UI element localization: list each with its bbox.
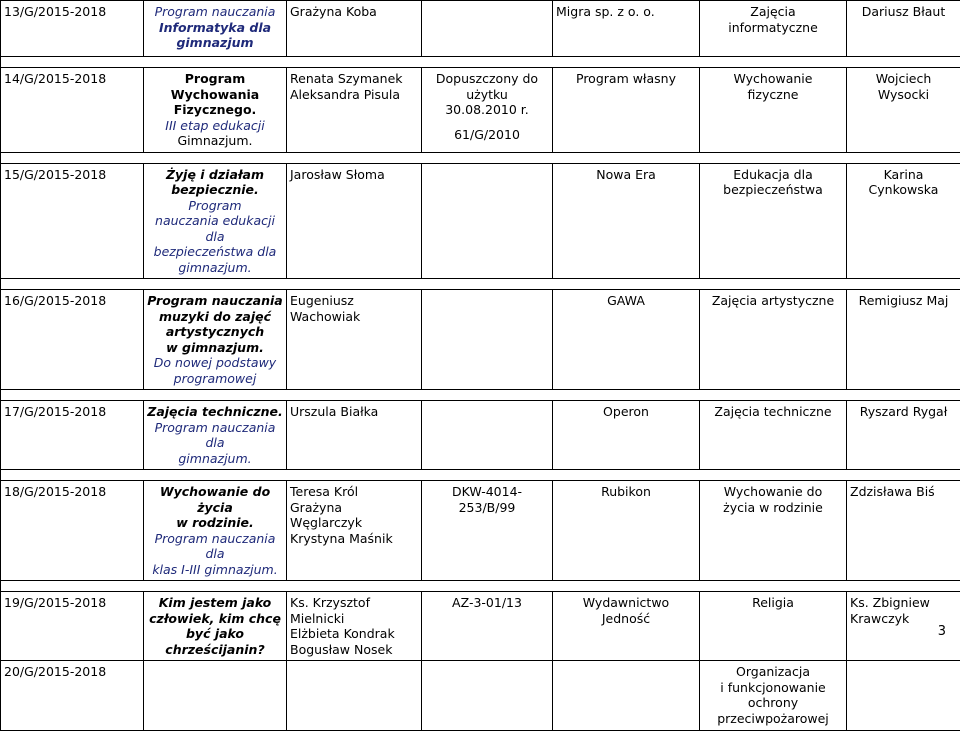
program-name-line: artystycznych	[147, 324, 283, 340]
table-row	[1, 163, 960, 279]
program-name-line: muzyki do zajęć	[147, 309, 283, 325]
approval	[422, 661, 553, 731]
row-spacer	[1, 470, 960, 481]
publisher	[553, 592, 700, 661]
publisher: Operon	[553, 401, 700, 470]
publisher-line: Jedność	[556, 611, 696, 627]
program-name-line: Fizycznego.	[147, 102, 283, 118]
authors	[287, 661, 422, 731]
authors: Urszula Białka	[287, 401, 422, 470]
publisher: Nowa Era	[553, 163, 700, 279]
program-name-line: III etap edukacji	[147, 118, 283, 134]
program-name-line: Program	[188, 198, 241, 213]
subject-line: Zajęcia	[703, 4, 843, 20]
program-name	[144, 481, 287, 581]
program-number: 19/G/2015-2018	[1, 592, 144, 661]
subject-line: Wychowanie	[703, 71, 843, 87]
program-name-line: Program Wychowania	[147, 71, 283, 102]
program-name-line: Żyję i działam	[147, 167, 283, 183]
subject-line: ochrony	[703, 695, 843, 711]
author: Ks. Krzysztof	[290, 595, 418, 611]
author: Teresa Król	[290, 484, 418, 500]
program-name-line: nauczania edukacji dla	[147, 213, 283, 244]
table-row	[1, 661, 960, 731]
table-row	[1, 592, 960, 661]
program-number: 18/G/2015-2018	[1, 481, 144, 581]
approval	[422, 401, 553, 470]
program-name-line: człowiek, kim chcę	[147, 611, 283, 627]
program-number: 14/G/2015-2018	[1, 68, 144, 153]
subject	[700, 68, 847, 153]
subject-line: życia w rodzinie	[703, 500, 843, 516]
table-row	[1, 68, 960, 153]
subject: Zajęcia techniczne	[700, 401, 847, 470]
subject	[700, 163, 847, 279]
program-name-line: w rodzinie.	[147, 515, 283, 531]
program-name-line: Program nauczania dla	[147, 420, 283, 451]
publisher: Program własny	[553, 68, 700, 153]
publisher-line: Wydawnictwo	[556, 595, 696, 611]
program-name-line: być jako	[147, 626, 283, 642]
row-spacer	[1, 390, 960, 401]
approval	[422, 163, 553, 279]
program-name-line: gimnazjum	[147, 35, 283, 51]
authors: Eugeniusz Wachowiak	[287, 290, 422, 390]
subject-line: Organizacja	[703, 664, 843, 680]
teacher: Dariusz Błaut	[847, 1, 960, 57]
program-name	[144, 1, 287, 57]
program-name-line: Informatyka dla	[147, 20, 283, 36]
approval	[422, 1, 553, 57]
program-number: 17/G/2015-2018	[1, 401, 144, 470]
program-name-line: Gimnazjum.	[147, 133, 283, 149]
teacher: Ryszard Rygał	[847, 401, 960, 470]
teacher: Wojciech Wysocki	[847, 68, 960, 153]
program-name-line: bezpiecznie.	[171, 182, 259, 197]
author: Elżbieta Kondrak	[290, 626, 418, 642]
program-number: 16/G/2015-2018	[1, 290, 144, 390]
teacher: Remigiusz Maj	[847, 290, 960, 390]
program-name-line: chrześcijanin?	[147, 642, 283, 658]
authors: Jarosław Słoma	[287, 163, 422, 279]
program-name	[144, 661, 287, 731]
author: Aleksandra Pisula	[290, 87, 418, 103]
subject: Religia	[700, 592, 847, 661]
program-name-line: gimnazjum.	[147, 451, 283, 467]
publisher: Rubikon	[553, 481, 700, 581]
teacher: Zdzisława Biś	[847, 481, 960, 581]
approval	[422, 68, 553, 153]
program-name-line: klas I-III gimnazjum.	[147, 562, 283, 578]
row-spacer	[1, 279, 960, 290]
teacher-line: Ks. Zbigniew	[850, 595, 957, 611]
subject-line: informatyczne	[703, 20, 843, 36]
program-name-line: Zajęcia techniczne.	[147, 404, 283, 420]
authors: Grażyna Koba	[287, 1, 422, 57]
program-name-line: bezpieczeństwa dla	[147, 244, 283, 260]
program-name-line: Kim jestem jako	[147, 595, 283, 611]
program-number: 15/G/2015-2018	[1, 163, 144, 279]
table-row	[1, 401, 960, 470]
table-row	[1, 481, 960, 581]
subject-line: fizyczne	[703, 87, 843, 103]
author: Mielnicki	[290, 611, 418, 627]
page-number: 3	[938, 624, 946, 639]
program-name	[144, 163, 287, 279]
subject: Zajęcia artystyczne	[700, 290, 847, 390]
author: Grażyna Węglarczyk	[290, 500, 418, 531]
program-name	[144, 401, 287, 470]
program-name	[144, 290, 287, 390]
authors	[287, 592, 422, 661]
subject-line: Edukacja dla	[703, 167, 843, 183]
program-name-line: Program nauczania	[147, 293, 283, 309]
approval-line: 61/G/2010	[425, 127, 549, 143]
publisher: GAWA	[553, 290, 700, 390]
table-row	[1, 290, 960, 390]
authors	[287, 481, 422, 581]
subject	[700, 1, 847, 57]
table-row	[1, 1, 960, 57]
program-name	[144, 592, 287, 661]
subject-line: Wychowanie do	[703, 484, 843, 500]
approval-line: Dopuszczony do użytku	[425, 71, 549, 102]
program-name-line: Program nauczania dla	[147, 531, 283, 562]
teacher: Karina Cynkowska	[847, 163, 960, 279]
approval-line: 30.08.2010 r.	[425, 102, 549, 118]
author: Krystyna Maśnik	[290, 531, 418, 547]
program-name-line: programowej	[147, 371, 283, 387]
teacher-line: Krawczyk	[850, 611, 957, 627]
program-name-line: Do nowej podstawy	[147, 355, 283, 371]
program-name-line: Program nauczania	[147, 4, 283, 20]
subject-line: przeciwpożarowej	[703, 711, 843, 727]
teacher	[847, 661, 960, 731]
row-spacer	[1, 581, 960, 592]
subject	[700, 661, 847, 731]
subject	[700, 481, 847, 581]
approval	[422, 290, 553, 390]
subject-line: i funkcjonowanie	[703, 680, 843, 696]
program-number: 20/G/2015-2018	[1, 661, 144, 731]
subject-line: bezpieczeństwa	[703, 182, 843, 198]
program-name-line: gimnazjum.	[147, 260, 283, 276]
program-name-line: Wychowanie do życia	[147, 484, 283, 515]
row-spacer	[1, 57, 960, 68]
approval: DKW-4014-253/B/99	[422, 481, 553, 581]
author: Bogusław Nosek	[290, 642, 418, 658]
approval: AZ-3-01/13	[422, 592, 553, 661]
publisher: Migra sp. z o. o.	[553, 1, 700, 57]
authors	[287, 68, 422, 153]
author: Renata Szymanek	[290, 71, 418, 87]
row-spacer	[1, 152, 960, 163]
program-number: 13/G/2015-2018	[1, 1, 144, 57]
program-name	[144, 68, 287, 153]
program-name-line: w gimnazjum.	[147, 340, 283, 356]
publisher	[553, 661, 700, 731]
